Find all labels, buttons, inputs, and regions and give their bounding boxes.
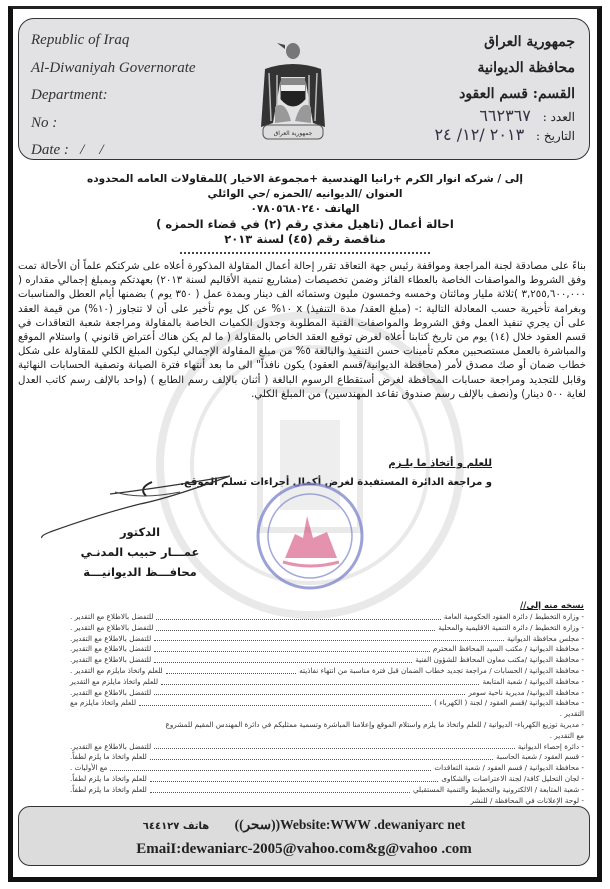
copy-recipient-action: للعلم واتخاذ مايلزم مع التقدير . <box>70 665 163 675</box>
dotted-leader <box>156 623 435 631</box>
copy-recipient-entity: - دائرة إحصاء الديوانية <box>517 741 584 751</box>
footer-contact <box>18 806 590 866</box>
copy-recipient-entity: - محافظة الديوانية /مكتب معاون المحافظ للشؤون الفنية <box>415 655 584 665</box>
governorate-en: Al-Diwaniyah Governorate <box>31 59 196 76</box>
copies-list <box>70 612 584 806</box>
copy-recipient-row <box>70 644 584 655</box>
footer-web-line <box>19 817 589 833</box>
copy-recipient-row <box>70 752 584 763</box>
addressee-address: العنوان /الديوانيه /الحمزه /حي الوائلي <box>207 188 403 200</box>
date-label-en: Date : / / <box>31 142 104 158</box>
english-letterhead <box>31 27 196 165</box>
copy-recipient-row <box>70 623 584 634</box>
date-field <box>434 126 575 145</box>
signatory-position: محافـــظ الديوانيـــة <box>83 565 197 579</box>
dotted-leader <box>161 677 479 685</box>
dotted-leader <box>154 688 465 696</box>
dotted-leader <box>154 742 515 750</box>
dotted-leader <box>150 752 493 760</box>
dotted-leader <box>154 655 412 663</box>
emblem-caption: جمهورية العراق <box>273 130 313 137</box>
dotted-leader <box>139 698 431 706</box>
footer-phone: هاتف ٦٤٤١٢٧ <box>142 821 210 832</box>
addressee-to: إلى / شركه انوار الكرم +رانيا الهندسية +مجموعة الاخيار )للمقاولات العامه المحدوده <box>87 173 523 185</box>
copy-recipient-entity: - محافظة الديوانية/ مديرية ناحية سومر <box>468 687 584 697</box>
copy-recipient-action: للتفضل بالاطلاع مع التقدير . <box>70 612 154 621</box>
copies-heading: نسخه منه إلى// <box>520 601 584 611</box>
number-label: العدد : <box>542 110 575 124</box>
copy-recipient-row <box>70 677 584 688</box>
copy-recipient-row <box>70 731 584 742</box>
copy-recipient-action: للعلم واتخاذ ما يلزم لطفاً. <box>70 784 147 794</box>
dotted-leader <box>154 644 430 652</box>
iraq-coat-of-arms-icon <box>255 37 331 145</box>
number-label-en: No : <box>31 114 58 131</box>
copy-recipient-entity: - مديرية توزيع الكهرباء- الديوانية / للعلم واتخاذ ما يلزم واستلام الموقع وإعلامنا المباشرة وتسمية ممثليكم في دائرة المهندس المقيم للمشروع <box>165 719 584 729</box>
copy-recipient-entity: التقدير . <box>559 709 584 719</box>
copy-recipient-row <box>70 666 584 677</box>
dotted-leader <box>150 774 438 782</box>
copy-recipient-action: للعلم واتخاذ ما يلزم لطفاً. <box>70 773 147 783</box>
notice-site-handover: و مراجعة الدائرة المستفيدة لغرض أكمال أجراءات تسلم الموقع. <box>180 477 492 488</box>
copy-recipient-entity: - شعبة المتابعة / الالكترونية والتخطيط والتنمية المستقبلي <box>412 784 584 794</box>
addressee-phone: الهاتف ٠٧٨٠٥٦٨٠٢٤٠ <box>250 203 360 215</box>
copy-recipient-entity: - قسم العقود / شعبة الحاسبة <box>496 752 584 762</box>
copy-recipient-row <box>70 763 584 774</box>
notice-for-action: للعلم و أتخاذ ما يلـزم <box>388 458 492 469</box>
dotted-leader <box>166 666 297 674</box>
copy-recipient-row <box>70 720 584 731</box>
subject-line: احالة أعمال (تاهيل مغذي رقم (٢) في قضاء الحمزه ) <box>156 217 454 231</box>
copy-recipient-entity: - مجلس محافظة الديوانية <box>506 633 584 643</box>
number-field <box>434 107 575 126</box>
copy-recipient-action: للعلم واتخاذ مايلزم مع التقدير <box>70 676 159 686</box>
copy-recipient-row <box>70 709 584 720</box>
footer-email[interactable]: EmaiI:dewaniarc-2005@vahoo.com&g@vahoo .com <box>136 841 472 857</box>
dotted-leader <box>156 612 440 620</box>
copy-recipient-row <box>70 785 584 796</box>
copy-recipient-action: للتفضل بالاطلاع مع التقدير. <box>70 644 152 654</box>
footer-web-paren: ((سحر)) <box>234 817 281 832</box>
copy-recipient-entity: - محافظة الديوانية / مكتب السيد المحافظ المحترم <box>432 644 584 654</box>
copy-recipient-action: للعلم واتخاذ مايلزم مع <box>70 698 137 708</box>
dotted-leader <box>150 785 410 793</box>
copy-recipient-entity: - وزارة التخطيط / دائرة العقود الحكومية العامة <box>443 612 584 621</box>
country-ar: جمهورية العراق <box>484 34 575 50</box>
copy-recipient-action: للتفضل بالاطلاع مع التقدير . <box>70 622 154 632</box>
department-ar: القسم: قسم العقود <box>459 86 575 102</box>
copy-recipient-entity: - لجان التحليل كافة/ لجنة الاعتراضات والشكاوى <box>441 773 584 783</box>
copy-recipient-row <box>70 634 584 645</box>
signatory-name: عمـــار حبيب المدنـي <box>80 545 200 559</box>
signatory-title: الدكتور <box>119 525 161 539</box>
copy-recipient-entity: مع التقدير . <box>549 730 584 740</box>
signature-block <box>60 522 220 582</box>
number-value: ٦٦٢٣٦٧ <box>479 106 531 125</box>
copy-recipient-row <box>70 698 584 709</box>
copy-recipient-entity: - محافظة الديوانية / قسم العقود / شعبة التعاقدات <box>434 763 584 773</box>
country-en: Republic of Iraq <box>31 32 130 48</box>
letterhead <box>18 18 590 160</box>
footer-website[interactable]: Website:WWW .dewaniyarc net <box>280 817 466 832</box>
copy-recipient-entity: - وزارة التخطيط / دائرة التنمية الاقليمية والمحلية <box>438 622 584 632</box>
copy-recipient-row <box>70 688 584 699</box>
copy-recipient-action: للتفضل بالاطلاع مع التقدير. <box>70 687 152 697</box>
copy-recipient-entity: - محافظة الديوانية / شعبة المتابعة <box>482 676 584 686</box>
official-stamp-icon <box>255 478 385 598</box>
dotted-leader <box>110 763 431 771</box>
copy-recipient-row <box>70 612 584 623</box>
copy-recipient-action: للتفضل بالاطلاع مع التقدير. <box>70 655 152 665</box>
copy-recipient-row <box>70 655 584 666</box>
copy-recipient-row <box>70 742 584 753</box>
copy-recipient-action: مع الأوليات . <box>70 763 108 773</box>
copy-recipient-action: للتفضل بالاطلاع مع التقدير. <box>70 741 152 751</box>
letter-body: بناءً على مصادقة لجنة المراجعة ومواقفة رئيس جهة التعاقد تقرر إحالة أعمال المقاولة المذكورة أعلاه على شركتكم علماً أن الأحالة تمت وفق الشروط والمواصفات الخاصة بالعطاء الفائز وضمن تخصيصات (مشاريع تنمية الأقاليم لسنة ٢٠١٣) بعهدتكم وبمبلغ إجمالي مقداره ( ٣,٢٥٥,٦٠٠,٠٠٠ )ثلاثة مليار ومائتان وخمسه وخمسون مليون وستمائه الف دينار وبمدة عمل ( ٣٥٠ يوم ) بضمنها أيام العطل والمناسبات وبغرامة تأخيرية حسب المعادلة التالية :- (مبلغ العقد/ مدة التنفيذ) x ١٠% عن كل يوم تأخير على أن لا تتجاوز (١٠%) من قيمة العقد على أن يجري تنفيذ العمل وفق الشروط والمواصفات الفنية المطلوبة وجدول الكميات الخاصة بالمقاولة ومراجعة شعبة التعاقدات في قسم العقود خلال (١٤) يوم من تاريخ كتابنا أعلاه لغرض توقيع العقد الخاص بالمقاولة ( ما لم يكن هناك أعتراض قانوني ) واستلام الموقع والمباشرة بالعمل مستصحبين معكم تأمينات حسن التنفيذ والبالغة ٥% من مبلغ المقاولة الإجمالي ليكون المبلغ الكلي للمقاولة على شكل خطاب ضمان أو صك مصدق لأمر (محافظة الديوانية/قسم العقود) يكون نافذاً" الى ما بعد أنتهاء فترة الصيانة وتصفية الحسابات النهائية وقابل للتجديد ومراجعة حسابات المحافظة لغرض أستقطاع الرسوم البالغة ( أثنان بالإلف رسم الطابع ) (واحد بالإلف رسم كاتب العدل لغاية ٥٠٠ دينار) و(نصف بالإلف رسم صندوق تقاعد المهندسين) من المبلغ الكلي. <box>17 261 586 400</box>
tender-line: مناقصة رقم (٤٥) لسنة ٢٠١٣ <box>224 232 386 246</box>
copy-recipient-action: للتفضل بالاطلاع مع التقدير. <box>70 633 152 643</box>
arabic-letterhead <box>434 29 575 145</box>
copy-recipient-entity: - محافظة الديوانية /قسم العقود / لجنة ( الكهرباء ) <box>434 698 584 708</box>
department-label-en: Department: <box>31 87 108 103</box>
dotted-leader <box>154 634 504 642</box>
copy-recipient-row <box>70 796 584 807</box>
date-value: ٢٠١٣ /١٢/ ٢٤ <box>434 125 525 144</box>
copy-recipient-entity: - محافظة الديوانية / الحسابات / مراجعة تجديد خطاب الضمان قبل فترة مناسبة من انتهاء نفاذيته <box>299 665 584 675</box>
governorate-ar: محافظة الديوانية <box>477 60 575 76</box>
date-label: التاريخ : <box>535 129 575 143</box>
addressee-block <box>60 172 550 247</box>
divider-dots <box>180 252 430 254</box>
copy-recipient-row <box>70 774 584 785</box>
copy-recipient-entity: - لوحة الإعلانات في المحافظة / للنشر <box>470 795 584 805</box>
copy-recipient-action: للعلم واتخاذ ما يلزم لطفاً. <box>70 752 147 762</box>
